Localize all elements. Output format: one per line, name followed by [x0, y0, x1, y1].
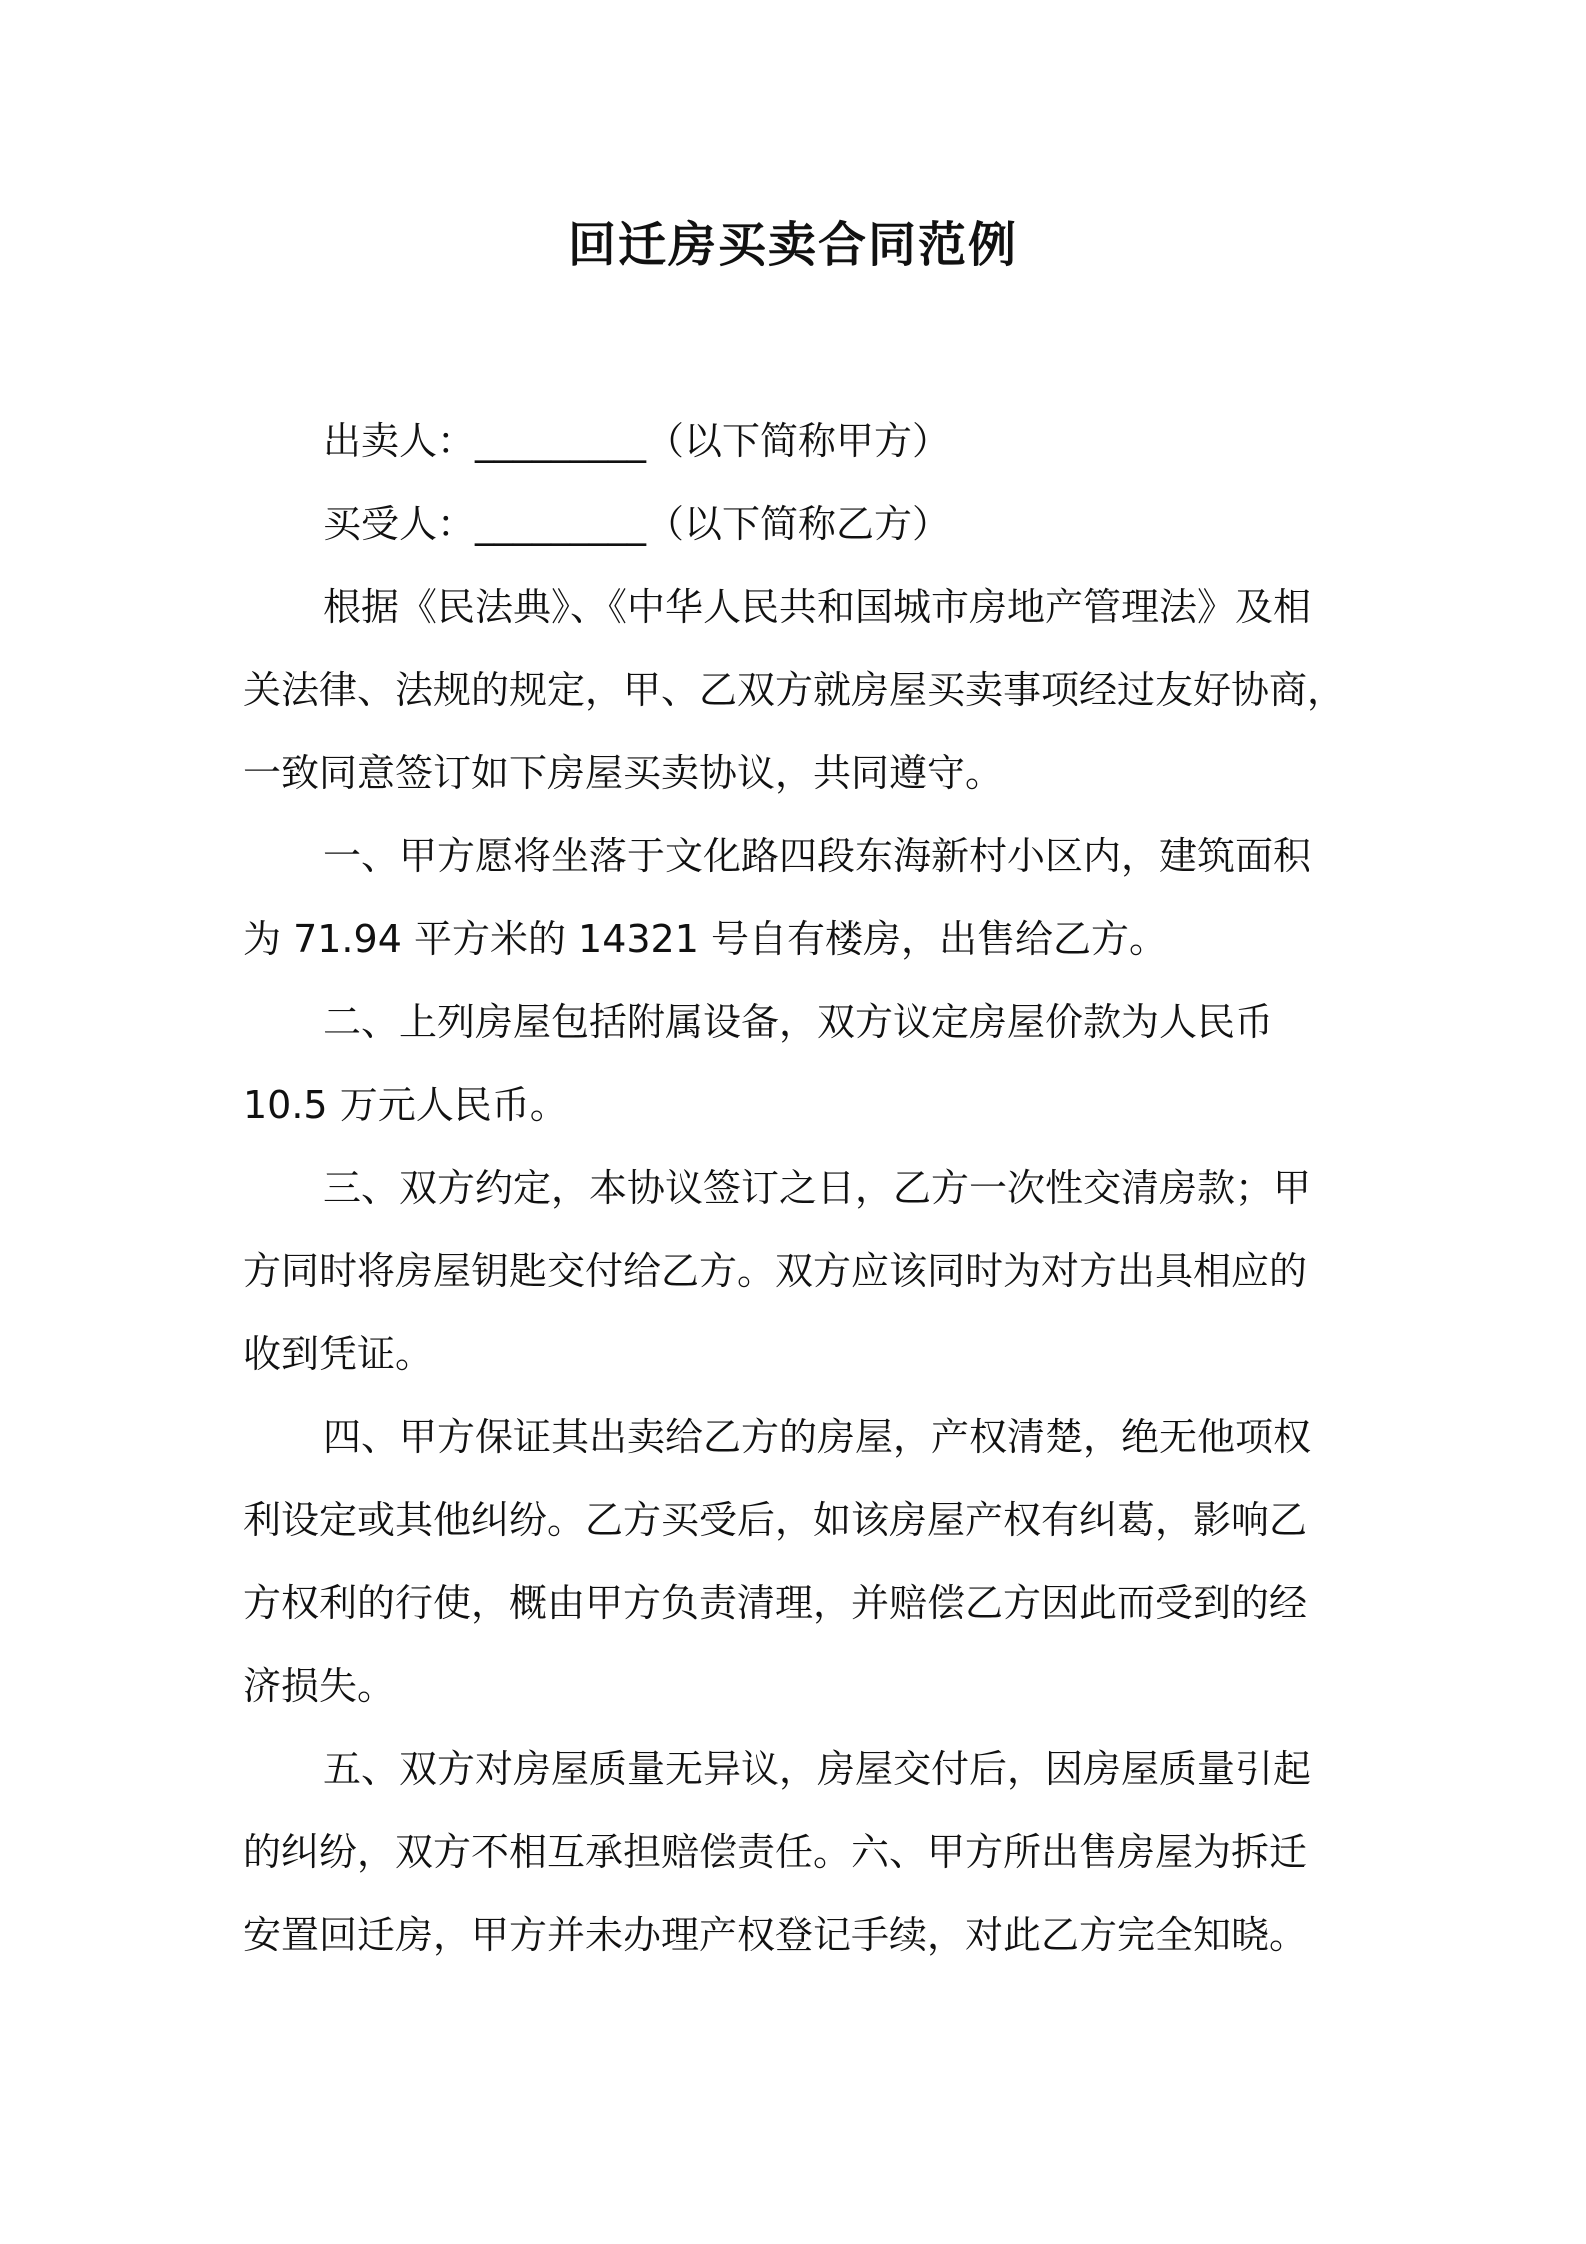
clause-1-line-1: 一、甲方愿将坐落于文化路四段东海新村小区内，建筑面积: [323, 834, 1312, 878]
clause-4-line-2: 利设定或其他纠纷。乙方买受后，如该房屋产权有纠葛，影响乙: [243, 1498, 1308, 1542]
clause-2-paragraph: [243, 981, 1353, 1147]
clause-5-line-1: 五、双方对房屋质量无异议，房屋交付后，因房屋质量引起: [323, 1747, 1312, 1791]
clause-5-line-3: 安置回迁房，甲方并未办理产权登记手续，对此乙方完全知晓。: [243, 1913, 1308, 1957]
clause-3-line-2: 方同时将房屋钥匙交付给乙方。双方应该同时为对方出具相应的: [243, 1249, 1308, 1293]
document-body: [243, 400, 1353, 1977]
preamble-paragraph: [243, 566, 1353, 815]
seller-line-text: 出卖人：_________（以下简称甲方）: [323, 419, 951, 463]
clause-2-line-1: 二、上列房屋包括附属设备，双方议定房屋价款为人民币: [323, 1000, 1274, 1044]
clause-2-line-2: 10.5 万元人民币。: [243, 1083, 568, 1127]
preamble-line-1: 根据《民法典》、《中华人民共和国城市房地产管理法》及相: [323, 585, 1312, 629]
clause-4-line-3: 方权利的行使，概由甲方负责清理，并赔偿乙方因此而受到的经: [243, 1581, 1308, 1625]
clause-3-line-3: 收到凭证。: [243, 1332, 434, 1376]
buyer-line-text: 买受人：_________（以下简称乙方）: [323, 502, 951, 546]
preamble-line-2: 关法律、法规的规定，甲、乙双方就房屋买卖事项经过友好协商，: [243, 668, 1346, 712]
clause-4-paragraph: [243, 1396, 1353, 1728]
clause-3-paragraph: [243, 1147, 1353, 1396]
clause-1-paragraph: [243, 815, 1353, 981]
preamble-line-3: 一致同意签订如下房屋买卖协议，共同遵守。: [243, 751, 1004, 795]
buyer-line: [243, 483, 1353, 566]
seller-line: [243, 400, 1353, 483]
clause-4-line-1: 四、甲方保证其出卖给乙方的房屋，产权清楚，绝无他项权: [323, 1415, 1312, 1459]
document-title: 回迁房买卖合同范例: [567, 217, 1018, 273]
clause-5-paragraph: [243, 1728, 1353, 1977]
clause-1-line-2: 为 71.94 平方米的 14321 号自有楼房，出售给乙方。: [243, 917, 1167, 961]
clause-3-line-1: 三、双方约定，本协议签订之日，乙方一次性交清房款；甲: [323, 1166, 1312, 1210]
clause-4-line-4: 济损失。: [243, 1664, 396, 1708]
clause-5-line-2: 的纠纷，双方不相互承担赔偿责任。六、甲方所出售房屋为拆迁: [243, 1830, 1308, 1874]
